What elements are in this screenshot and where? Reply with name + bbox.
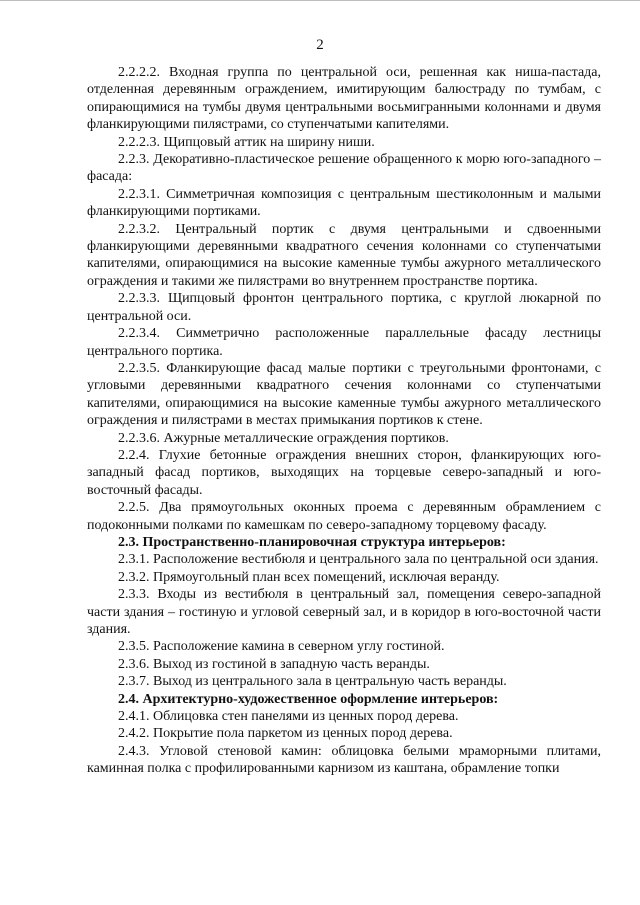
- paragraph-2-2-3-2: 2.2.3.2. Центральный портик с двумя центральными и сдвоенными фланкирующими деревянными квадратного сечения колоннами со ступенчатыми капителями, опирающимися на высокие каменные тумбы ажурного металлического ограждения и такими же пилястрами во внутреннем пространстве портика.: [87, 221, 601, 289]
- paragraph-2-3-3: 2.3.3. Входы из вестибюля в центральный зал, помещения северо-западной части здания – гостиную и угловой северный зал, и в коридор в юго-восточной части здания.: [87, 587, 601, 637]
- paragraph-2-2-3-4: 2.2.3.4. Симметрично расположенные параллельные фасаду лестницы центрального портика.: [87, 326, 601, 359]
- section-heading-2-4: 2.4. Архитектурно-художественное оформление интерьеров:: [118, 691, 499, 707]
- paragraph-2-3-7: 2.3.7. Выход из центрального зала в центральную часть веранды.: [118, 674, 507, 690]
- paragraph-2-2-5: 2.2.5. Два прямоугольных оконных проема с деревянным обрамлением с подоконными полками по камешкам по северо-западному торцевому фасаду.: [87, 500, 601, 533]
- paragraph-2-4-3: 2.4.3. Угловой стеновой камин: облицовка белыми мраморными плитами, каминная полка с профилированными карнизом из каштана, обрамление топки: [87, 743, 601, 777]
- paragraph-2-4-2: 2.4.2. Покрытие пола паркетом из ценных пород дерева.: [118, 726, 453, 742]
- paragraph-2-3-1: 2.3.1. Расположение вестибюля и центрального зала по центральной оси здания.: [118, 552, 599, 568]
- paragraph-2-2-2-3: 2.2.2.3. Щипцовый аттик на ширину ниши.: [118, 134, 375, 150]
- paragraph-2-2-3: 2.2.3. Декоративно-пластическое решение обращенного к морю юго-западного – фасада:: [87, 152, 601, 185]
- scan-edge-line: [0, 0, 640, 1]
- paragraph-2-3-6: 2.3.6. Выход из гостиной в западную часть веранды.: [118, 656, 430, 672]
- section-heading-2-3: 2.3. Пространственно-планировочная структура интерьеров:: [118, 534, 506, 550]
- document-body: [87, 64, 601, 778]
- paragraph-2-2-3-5: 2.2.3.5. Фланкирующие фасад малые портики с треугольными фронтонами, с угловыми деревянными квадратного сечения колоннами со ступенчатыми капителями, опирающимися на высокие каменные тумбы ажурного металлического ограждения и пилястрами в местах примыкания портиков к стене.: [87, 360, 601, 429]
- paragraph-2-3-2: 2.3.2. Прямоугольный план всех помещений, исключая веранду.: [118, 569, 500, 585]
- paragraph-2-2-4: 2.2.4. Глухие бетонные ограждения внешних сторон, фланкирующих юго-западный фасад портиков, выходящих на торцевые северо-западный и юго-восточный фасады.: [87, 447, 601, 498]
- page-number: 2: [316, 37, 324, 53]
- paragraph-2-2-3-1: 2.2.3.1. Симметричная композиция с центральным шестиколонным и малыми фланкирующими портиками.: [87, 186, 601, 220]
- paragraph-2-2-3-6: 2.2.3.6. Ажурные металлические ограждения портиков.: [118, 430, 449, 446]
- paragraph-2-2-3-3: 2.2.3.3. Щипцовый фронтон центрального портика, с круглой люкарной по центральной оси.: [87, 291, 601, 324]
- paragraph-2-2-2-2: 2.2.2.2. Входная группа по центральной оси, решенная как ниша-пастада, отделенная деревянным ограждением, имитирующим балюстраду по тумбам, с опирающимися на тумбы двумя центральными восьмигранными колоннами и двумя фланкирующими пилястрами, со ступенчатыми капителями.: [87, 65, 601, 133]
- paragraph-2-4-1: 2.4.1. Облицовка стен панелями из ценных пород дерева.: [118, 709, 459, 725]
- paragraph-2-3-5: 2.3.5. Расположение камина в северном углу гостиной.: [118, 639, 445, 655]
